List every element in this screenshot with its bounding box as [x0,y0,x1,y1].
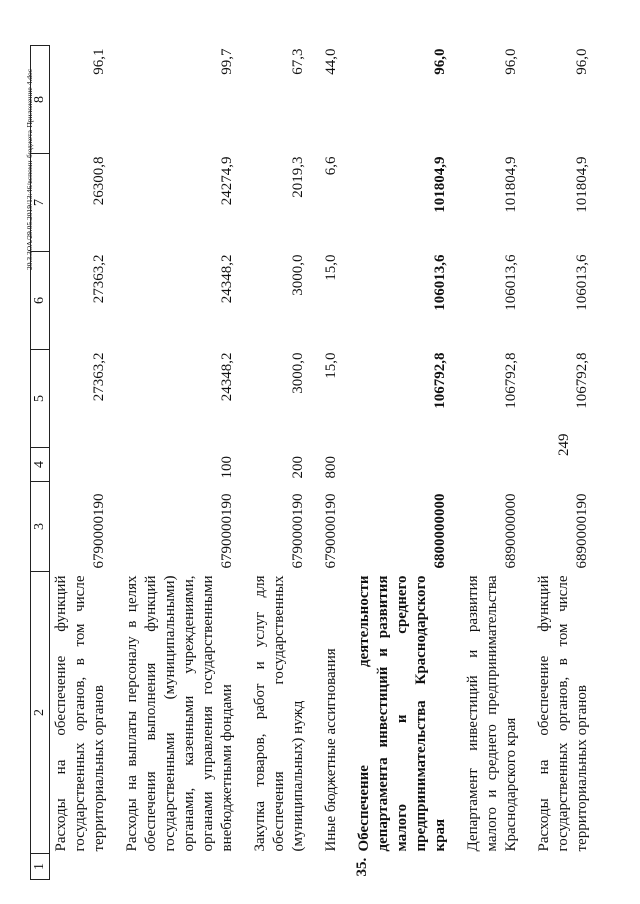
rotated-page [20,40,620,880]
execution-percent: 44,0 [323,48,339,75]
header-col-3: 3 [31,482,50,572]
actual-amount: 26300,8 [91,156,107,206]
header-col-6: 6 [31,252,50,350]
approved-amount: 106792,8 [574,352,590,409]
table-row [353,46,462,880]
target-code: 6890000190 [574,493,590,569]
expense-type: 800 [323,456,339,479]
table-header [31,46,50,880]
expense-name: Обеспечение деятельности департамента инвестиций и развития малого и среднего предпринимательства Краснодарского края [356,575,448,852]
expense-type: 100 [219,456,235,479]
expense-name: Иные бюджетные ассигнования [323,648,339,852]
expense-name: Расходы на обеспечение функций государственных органов, в том числе территориальных органов [53,575,107,852]
row-number [121,854,249,880]
expense-type [50,448,122,482]
expense-type [533,448,604,482]
actual-amount: 24274,9 [219,156,235,206]
revised-amount: 106013,6 [503,254,519,311]
table-row [50,46,122,880]
row-number [533,854,604,880]
revised-amount: 3000,0 [290,254,306,296]
actual-amount: 101804,9 [432,156,448,213]
execution-percent: 96,0 [574,48,590,75]
table-row [249,46,320,880]
execution-percent: 99,7 [219,48,235,75]
table-row [533,46,604,880]
expense-type: 200 [290,456,306,479]
target-code: 6800000000 [432,493,448,569]
expense-name: Расходы на выплаты персоналу в целях обеспечения выполнения функций государственными (муниципальными) органами, казенными учреждениями, органами управления государственными внебюджетными фондами [124,575,235,852]
actual-amount: 6,6 [323,156,339,176]
approved-amount: 3000,0 [290,352,306,394]
execution-percent: 67,3 [290,48,306,75]
header-row [31,46,50,880]
execution-percent: 96,0 [432,48,448,75]
row-number: 35. [354,857,370,877]
header-col-8: 8 [31,46,50,154]
revised-amount: 27363,2 [91,254,107,304]
header-col-7: 7 [31,154,50,252]
approved-amount: 15,0 [323,352,339,379]
expense-name: Закупка товаров, работ и услуг для обеспечения государственных (муниципальных) нужд [252,575,306,852]
budget-table [30,45,604,880]
expense-type [353,448,462,482]
revised-amount: 106013,6 [432,254,448,311]
table-row [121,46,249,880]
row-number [320,854,353,880]
row-number [249,854,320,880]
revised-amount: 106013,6 [574,254,590,311]
approved-amount: 106792,8 [503,352,519,409]
table-row [462,46,533,880]
table-row [320,46,353,880]
approved-amount: 24348,2 [219,352,235,402]
execution-percent: 96,1 [91,48,107,75]
target-code: 6790000190 [290,493,306,569]
expense-type [462,448,533,482]
actual-amount: 101804,9 [503,156,519,213]
expense-name: Расходы на обеспечение функций государственных органов, в том числе территориальных органов [536,575,590,852]
target-code: 6890000000 [503,493,519,569]
header-col-4: 4 [31,448,50,482]
page-number: 249 [556,433,572,456]
row-number [50,854,122,880]
approved-amount: 106792,8 [432,352,448,409]
approved-amount: 27363,2 [91,352,107,402]
target-code: 6790000190 [323,493,339,569]
revised-amount: 15,0 [323,254,339,281]
expense-name: Департамент инвестиций и развития малого и среднего предпринимательства Краснодарского края [465,575,519,852]
target-code: 6790000190 [219,493,235,569]
header-col-1: 1 [31,854,50,880]
table-body [50,46,605,880]
execution-percent: 96,0 [503,48,519,75]
row-number [462,854,533,880]
actual-amount: 2019,3 [290,156,306,198]
header-col-5: 5 [31,350,50,448]
header-col-2: 2 [31,572,50,854]
revised-amount: 24348,2 [219,254,235,304]
document-footer: 20.3.3ОА/29.05.2019/13:46/вспомн-бюджета-Приложение 4.doc [25,68,34,270]
target-code: 6790000190 [91,493,107,569]
actual-amount: 101804,9 [574,156,590,213]
